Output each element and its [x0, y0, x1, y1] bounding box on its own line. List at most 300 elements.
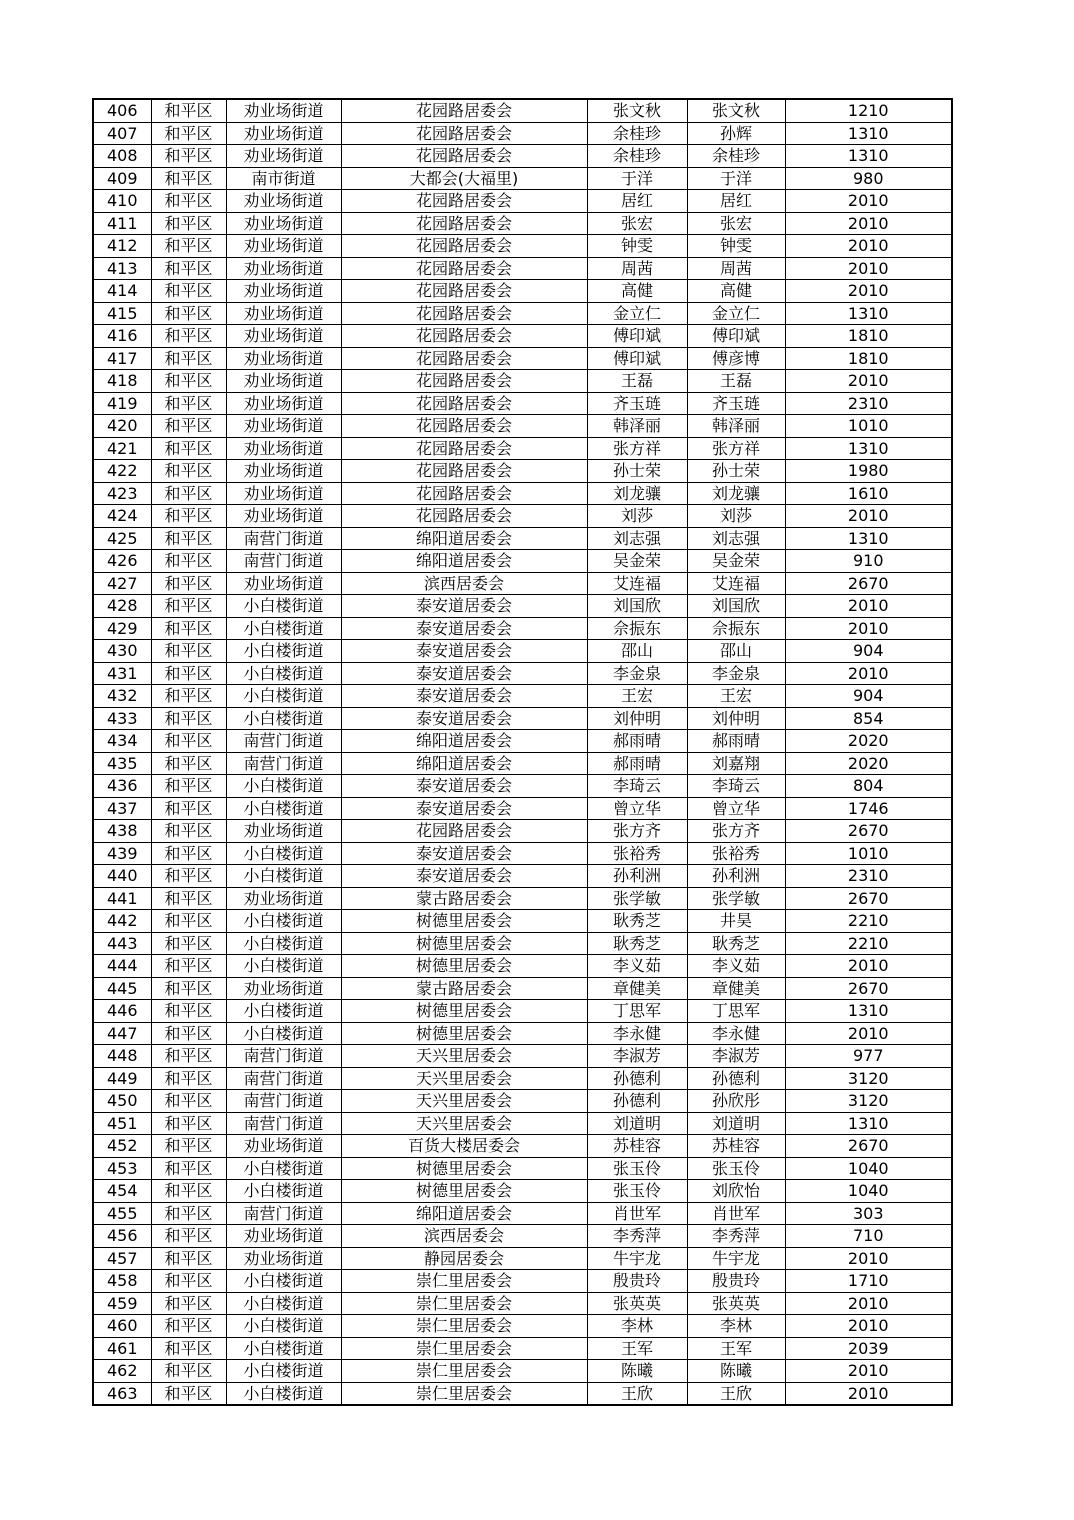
committee-cell: 泰安道居委会: [341, 662, 587, 685]
name-cell: 傅印斌: [587, 325, 687, 348]
table-row: [93, 910, 952, 933]
member-name-cell: 张宏: [687, 212, 785, 235]
subdistrict-cell: 劝业场街道: [226, 1247, 341, 1270]
committee-cell: 天兴里居委会: [341, 1112, 587, 1135]
subdistrict-cell: 劝业场街道: [226, 572, 341, 595]
row-number-cell: 436: [93, 775, 151, 798]
amount-cell: 2010: [785, 190, 952, 213]
committee-cell: 泰安道居委会: [341, 842, 587, 865]
member-name-cell: 余桂珍: [687, 145, 785, 168]
subdistrict-cell: 劝业场街道: [226, 977, 341, 1000]
district-cell: 和平区: [151, 99, 226, 122]
row-number-cell: 446: [93, 1000, 151, 1023]
name-cell: 居红: [587, 190, 687, 213]
name-cell: 耿秀芝: [587, 910, 687, 933]
district-cell: 和平区: [151, 887, 226, 910]
subdistrict-cell: 小白楼街道: [226, 685, 341, 708]
amount-cell: 804: [785, 775, 952, 798]
name-cell: 张学敏: [587, 887, 687, 910]
table-row: [93, 302, 952, 325]
name-cell: 艾连福: [587, 572, 687, 595]
committee-cell: 崇仁里居委会: [341, 1337, 587, 1360]
table-row: [93, 235, 952, 258]
row-number-cell: 425: [93, 527, 151, 550]
subdistrict-cell: 小白楼街道: [226, 1000, 341, 1023]
district-cell: 和平区: [151, 730, 226, 753]
row-number-cell: 435: [93, 752, 151, 775]
district-cell: 和平区: [151, 1090, 226, 1113]
amount-cell: 2210: [785, 932, 952, 955]
amount-cell: 1310: [785, 1000, 952, 1023]
amount-cell: 1310: [785, 302, 952, 325]
table-row: [93, 392, 952, 415]
row-number-cell: 426: [93, 550, 151, 573]
district-cell: 和平区: [151, 1067, 226, 1090]
name-cell: 曾立华: [587, 797, 687, 820]
member-name-cell: 井昊: [687, 910, 785, 933]
subdistrict-cell: 劝业场街道: [226, 280, 341, 303]
district-cell: 和平区: [151, 865, 226, 888]
amount-cell: 2039: [785, 1337, 952, 1360]
table-row: [93, 190, 952, 213]
name-cell: 王军: [587, 1337, 687, 1360]
committee-cell: 泰安道居委会: [341, 685, 587, 708]
member-name-cell: 韩泽丽: [687, 415, 785, 438]
member-name-cell: 张裕秀: [687, 842, 785, 865]
amount-cell: 904: [785, 640, 952, 663]
amount-cell: 2010: [785, 235, 952, 258]
member-name-cell: 郝雨晴: [687, 730, 785, 753]
row-number-cell: 438: [93, 820, 151, 843]
subdistrict-cell: 劝业场街道: [226, 99, 341, 122]
member-name-cell: 傅印斌: [687, 325, 785, 348]
name-cell: 佘振东: [587, 617, 687, 640]
table-row: [93, 730, 952, 753]
member-name-cell: 张文秋: [687, 99, 785, 122]
subdistrict-cell: 南市街道: [226, 167, 341, 190]
subdistrict-cell: 南营门街道: [226, 1067, 341, 1090]
table-row: [93, 99, 952, 122]
member-name-cell: 邵山: [687, 640, 785, 663]
row-number-cell: 445: [93, 977, 151, 1000]
table-row: [93, 437, 952, 460]
committee-cell: 花园路居委会: [341, 235, 587, 258]
district-cell: 和平区: [151, 257, 226, 280]
name-cell: 刘国欣: [587, 595, 687, 618]
row-number-cell: 417: [93, 347, 151, 370]
member-name-cell: 李林: [687, 1315, 785, 1338]
table-row: [93, 1337, 952, 1360]
name-cell: 章健美: [587, 977, 687, 1000]
district-cell: 和平区: [151, 460, 226, 483]
subdistrict-cell: 南营门街道: [226, 1045, 341, 1068]
committee-cell: 花园路居委会: [341, 122, 587, 145]
district-cell: 和平区: [151, 1202, 226, 1225]
table-row: [93, 842, 952, 865]
district-cell: 和平区: [151, 662, 226, 685]
subdistrict-cell: 小白楼街道: [226, 617, 341, 640]
amount-cell: 3120: [785, 1067, 952, 1090]
district-cell: 和平区: [151, 775, 226, 798]
committee-cell: 崇仁里居委会: [341, 1315, 587, 1338]
district-cell: 和平区: [151, 842, 226, 865]
amount-cell: 2020: [785, 752, 952, 775]
committee-cell: 百货大楼居委会: [341, 1135, 587, 1158]
amount-cell: 904: [785, 685, 952, 708]
name-cell: 陈曦: [587, 1360, 687, 1383]
committee-cell: 泰安道居委会: [341, 617, 587, 640]
row-number-cell: 442: [93, 910, 151, 933]
committee-cell: 蒙古路居委会: [341, 887, 587, 910]
table-row: [93, 212, 952, 235]
row-number-cell: 427: [93, 572, 151, 595]
district-cell: 和平区: [151, 482, 226, 505]
amount-cell: 2010: [785, 1292, 952, 1315]
row-number-cell: 443: [93, 932, 151, 955]
member-name-cell: 齐玉琏: [687, 392, 785, 415]
amount-cell: 980: [785, 167, 952, 190]
district-cell: 和平区: [151, 370, 226, 393]
district-cell: 和平区: [151, 550, 226, 573]
subdistrict-cell: 劝业场街道: [226, 145, 341, 168]
committee-cell: 花园路居委会: [341, 190, 587, 213]
row-number-cell: 439: [93, 842, 151, 865]
district-cell: 和平区: [151, 1225, 226, 1248]
member-name-cell: 吴金荣: [687, 550, 785, 573]
table-row: [93, 1045, 952, 1068]
amount-cell: 2010: [785, 1315, 952, 1338]
committee-cell: 滨西居委会: [341, 572, 587, 595]
table-row: [93, 167, 952, 190]
subdistrict-cell: 劝业场街道: [226, 370, 341, 393]
member-name-cell: 肖世军: [687, 1202, 785, 1225]
district-cell: 和平区: [151, 1135, 226, 1158]
amount-cell: 2010: [785, 662, 952, 685]
name-cell: 李林: [587, 1315, 687, 1338]
table-row: [93, 775, 952, 798]
row-number-cell: 419: [93, 392, 151, 415]
member-name-cell: 陈曦: [687, 1360, 785, 1383]
committee-cell: 泰安道居委会: [341, 640, 587, 663]
row-number-cell: 420: [93, 415, 151, 438]
district-cell: 和平区: [151, 212, 226, 235]
subdistrict-cell: 劝业场街道: [226, 122, 341, 145]
member-name-cell: 佘振东: [687, 617, 785, 640]
member-name-cell: 王欣: [687, 1382, 785, 1405]
name-cell: 金立仁: [587, 302, 687, 325]
row-number-cell: 434: [93, 730, 151, 753]
member-name-cell: 李金泉: [687, 662, 785, 685]
name-cell: 吴金荣: [587, 550, 687, 573]
committee-cell: 崇仁里居委会: [341, 1270, 587, 1293]
committee-cell: 花园路居委会: [341, 257, 587, 280]
district-cell: 和平区: [151, 910, 226, 933]
committee-cell: 泰安道居委会: [341, 707, 587, 730]
subdistrict-cell: 南营门街道: [226, 1090, 341, 1113]
committee-cell: 静园居委会: [341, 1247, 587, 1270]
amount-cell: 2670: [785, 887, 952, 910]
amount-cell: 2010: [785, 505, 952, 528]
row-number-cell: 421: [93, 437, 151, 460]
committee-cell: 花园路居委会: [341, 325, 587, 348]
committee-cell: 树德里居委会: [341, 955, 587, 978]
member-name-cell: 曾立华: [687, 797, 785, 820]
name-cell: 于洋: [587, 167, 687, 190]
subdistrict-cell: 小白楼街道: [226, 955, 341, 978]
committee-cell: 花园路居委会: [341, 302, 587, 325]
name-cell: 傅印斌: [587, 347, 687, 370]
row-number-cell: 418: [93, 370, 151, 393]
row-number-cell: 458: [93, 1270, 151, 1293]
subdistrict-cell: 劝业场街道: [226, 437, 341, 460]
committee-cell: 绵阳道居委会: [341, 752, 587, 775]
table-row: [93, 1022, 952, 1045]
name-cell: 郝雨晴: [587, 730, 687, 753]
name-cell: 张英英: [587, 1292, 687, 1315]
name-cell: 张裕秀: [587, 842, 687, 865]
district-cell: 和平区: [151, 1000, 226, 1023]
district-cell: 和平区: [151, 1360, 226, 1383]
subdistrict-cell: 小白楼街道: [226, 662, 341, 685]
member-name-cell: 艾连福: [687, 572, 785, 595]
row-number-cell: 461: [93, 1337, 151, 1360]
subdistrict-cell: 劝业场街道: [226, 325, 341, 348]
name-cell: 周茜: [587, 257, 687, 280]
committee-cell: 花园路居委会: [341, 370, 587, 393]
district-cell: 和平区: [151, 1157, 226, 1180]
district-cell: 和平区: [151, 572, 226, 595]
table-row: [93, 347, 952, 370]
row-number-cell: 448: [93, 1045, 151, 1068]
row-number-cell: 422: [93, 460, 151, 483]
row-number-cell: 456: [93, 1225, 151, 1248]
committee-cell: 花园路居委会: [341, 460, 587, 483]
amount-cell: 3120: [785, 1090, 952, 1113]
row-number-cell: 454: [93, 1180, 151, 1203]
member-name-cell: 李琦云: [687, 775, 785, 798]
table-row: [93, 707, 952, 730]
row-number-cell: 447: [93, 1022, 151, 1045]
table-row: [93, 1292, 952, 1315]
amount-cell: 1010: [785, 842, 952, 865]
amount-cell: 1810: [785, 347, 952, 370]
district-cell: 和平区: [151, 1292, 226, 1315]
member-name-cell: 刘仲明: [687, 707, 785, 730]
name-cell: 钟雯: [587, 235, 687, 258]
subdistrict-cell: 劝业场街道: [226, 820, 341, 843]
subdistrict-cell: 南营门街道: [226, 550, 341, 573]
table-row: [93, 572, 952, 595]
subdistrict-cell: 小白楼街道: [226, 1360, 341, 1383]
district-cell: 和平区: [151, 752, 226, 775]
subdistrict-cell: 劝业场街道: [226, 482, 341, 505]
committee-cell: 泰安道居委会: [341, 865, 587, 888]
table-row: [93, 932, 952, 955]
district-cell: 和平区: [151, 392, 226, 415]
committee-cell: 崇仁里居委会: [341, 1382, 587, 1405]
amount-cell: 910: [785, 550, 952, 573]
name-cell: 刘龙骧: [587, 482, 687, 505]
name-cell: 耿秀芝: [587, 932, 687, 955]
member-name-cell: 耿秀芝: [687, 932, 785, 955]
committee-cell: 绵阳道居委会: [341, 550, 587, 573]
subdistrict-cell: 小白楼街道: [226, 1157, 341, 1180]
amount-cell: 710: [785, 1225, 952, 1248]
name-cell: 余桂珍: [587, 122, 687, 145]
row-number-cell: 459: [93, 1292, 151, 1315]
amount-cell: 2010: [785, 1022, 952, 1045]
name-cell: 李琦云: [587, 775, 687, 798]
subdistrict-cell: 小白楼街道: [226, 640, 341, 663]
member-name-cell: 钟雯: [687, 235, 785, 258]
name-cell: 李义茹: [587, 955, 687, 978]
name-cell: 张方齐: [587, 820, 687, 843]
district-cell: 和平区: [151, 122, 226, 145]
committee-cell: 花园路居委会: [341, 437, 587, 460]
row-number-cell: 449: [93, 1067, 151, 1090]
row-number-cell: 463: [93, 1382, 151, 1405]
amount-cell: 1040: [785, 1157, 952, 1180]
member-name-cell: 张学敏: [687, 887, 785, 910]
amount-cell: 2010: [785, 280, 952, 303]
table-row: [93, 505, 952, 528]
name-cell: 张玉伶: [587, 1157, 687, 1180]
amount-cell: 2210: [785, 910, 952, 933]
member-name-cell: 张英英: [687, 1292, 785, 1315]
name-cell: 李永健: [587, 1022, 687, 1045]
committee-cell: 天兴里居委会: [341, 1045, 587, 1068]
table-row: [93, 617, 952, 640]
district-cell: 和平区: [151, 1022, 226, 1045]
committee-cell: 泰安道居委会: [341, 797, 587, 820]
table-row: [93, 797, 952, 820]
row-number-cell: 462: [93, 1360, 151, 1383]
committee-cell: 花园路居委会: [341, 99, 587, 122]
name-cell: 苏桂容: [587, 1135, 687, 1158]
member-name-cell: 李义茹: [687, 955, 785, 978]
member-name-cell: 王军: [687, 1337, 785, 1360]
member-name-cell: 李秀萍: [687, 1225, 785, 1248]
amount-cell: 2670: [785, 1135, 952, 1158]
name-cell: 刘志强: [587, 527, 687, 550]
data-table: [92, 98, 953, 1406]
amount-cell: 2670: [785, 820, 952, 843]
committee-cell: 泰安道居委会: [341, 595, 587, 618]
row-number-cell: 428: [93, 595, 151, 618]
subdistrict-cell: 小白楼街道: [226, 1022, 341, 1045]
table-row: [93, 1225, 952, 1248]
subdistrict-cell: 小白楼街道: [226, 1315, 341, 1338]
committee-cell: 花园路居委会: [341, 482, 587, 505]
amount-cell: 2010: [785, 1247, 952, 1270]
district-cell: 和平区: [151, 527, 226, 550]
amount-cell: 2010: [785, 212, 952, 235]
amount-cell: 1980: [785, 460, 952, 483]
member-name-cell: 苏桂容: [687, 1135, 785, 1158]
district-cell: 和平区: [151, 280, 226, 303]
district-cell: 和平区: [151, 1247, 226, 1270]
table-row: [93, 1090, 952, 1113]
table-row: [93, 1112, 952, 1135]
amount-cell: 1810: [785, 325, 952, 348]
subdistrict-cell: 劝业场街道: [226, 212, 341, 235]
amount-cell: 2010: [785, 955, 952, 978]
table-row: [93, 1000, 952, 1023]
name-cell: 孙德利: [587, 1067, 687, 1090]
amount-cell: 1210: [785, 99, 952, 122]
member-name-cell: 刘志强: [687, 527, 785, 550]
district-cell: 和平区: [151, 1112, 226, 1135]
name-cell: 李金泉: [587, 662, 687, 685]
row-number-cell: 423: [93, 482, 151, 505]
subdistrict-cell: 劝业场街道: [226, 392, 341, 415]
subdistrict-cell: 小白楼街道: [226, 910, 341, 933]
table-row: [93, 1202, 952, 1225]
table-row: [93, 977, 952, 1000]
row-number-cell: 412: [93, 235, 151, 258]
name-cell: 孙德利: [587, 1090, 687, 1113]
subdistrict-cell: 小白楼街道: [226, 842, 341, 865]
committee-cell: 绵阳道居委会: [341, 730, 587, 753]
committee-cell: 花园路居委会: [341, 280, 587, 303]
name-cell: 齐玉琏: [587, 392, 687, 415]
amount-cell: 2310: [785, 392, 952, 415]
subdistrict-cell: 劝业场街道: [226, 302, 341, 325]
row-number-cell: 432: [93, 685, 151, 708]
name-cell: 肖世军: [587, 1202, 687, 1225]
amount-cell: 1310: [785, 145, 952, 168]
row-number-cell: 429: [93, 617, 151, 640]
name-cell: 张玉伶: [587, 1180, 687, 1203]
member-name-cell: 王宏: [687, 685, 785, 708]
row-number-cell: 455: [93, 1202, 151, 1225]
row-number-cell: 444: [93, 955, 151, 978]
row-number-cell: 457: [93, 1247, 151, 1270]
table-row: [93, 257, 952, 280]
district-cell: 和平区: [151, 1270, 226, 1293]
row-number-cell: 409: [93, 167, 151, 190]
subdistrict-cell: 小白楼街道: [226, 932, 341, 955]
subdistrict-cell: 劝业场街道: [226, 415, 341, 438]
member-name-cell: 孙辉: [687, 122, 785, 145]
subdistrict-cell: 小白楼街道: [226, 865, 341, 888]
member-name-cell: 孙德利: [687, 1067, 785, 1090]
subdistrict-cell: 小白楼街道: [226, 1382, 341, 1405]
district-cell: 和平区: [151, 685, 226, 708]
district-cell: 和平区: [151, 145, 226, 168]
subdistrict-cell: 劝业场街道: [226, 887, 341, 910]
district-cell: 和平区: [151, 437, 226, 460]
row-number-cell: 415: [93, 302, 151, 325]
table-row: [93, 595, 952, 618]
committee-cell: 花园路居委会: [341, 145, 587, 168]
amount-cell: 1746: [785, 797, 952, 820]
name-cell: 孙士荣: [587, 460, 687, 483]
name-cell: 张宏: [587, 212, 687, 235]
name-cell: 丁思军: [587, 1000, 687, 1023]
subdistrict-cell: 小白楼街道: [226, 707, 341, 730]
row-number-cell: 408: [93, 145, 151, 168]
committee-cell: 滨西居委会: [341, 1225, 587, 1248]
table-row: [93, 887, 952, 910]
table-row: [93, 1157, 952, 1180]
subdistrict-cell: 小白楼街道: [226, 595, 341, 618]
row-number-cell: 407: [93, 122, 151, 145]
subdistrict-cell: 劝业场街道: [226, 257, 341, 280]
table-row: [93, 145, 952, 168]
committee-cell: 树德里居委会: [341, 910, 587, 933]
member-name-cell: 殷贵玲: [687, 1270, 785, 1293]
